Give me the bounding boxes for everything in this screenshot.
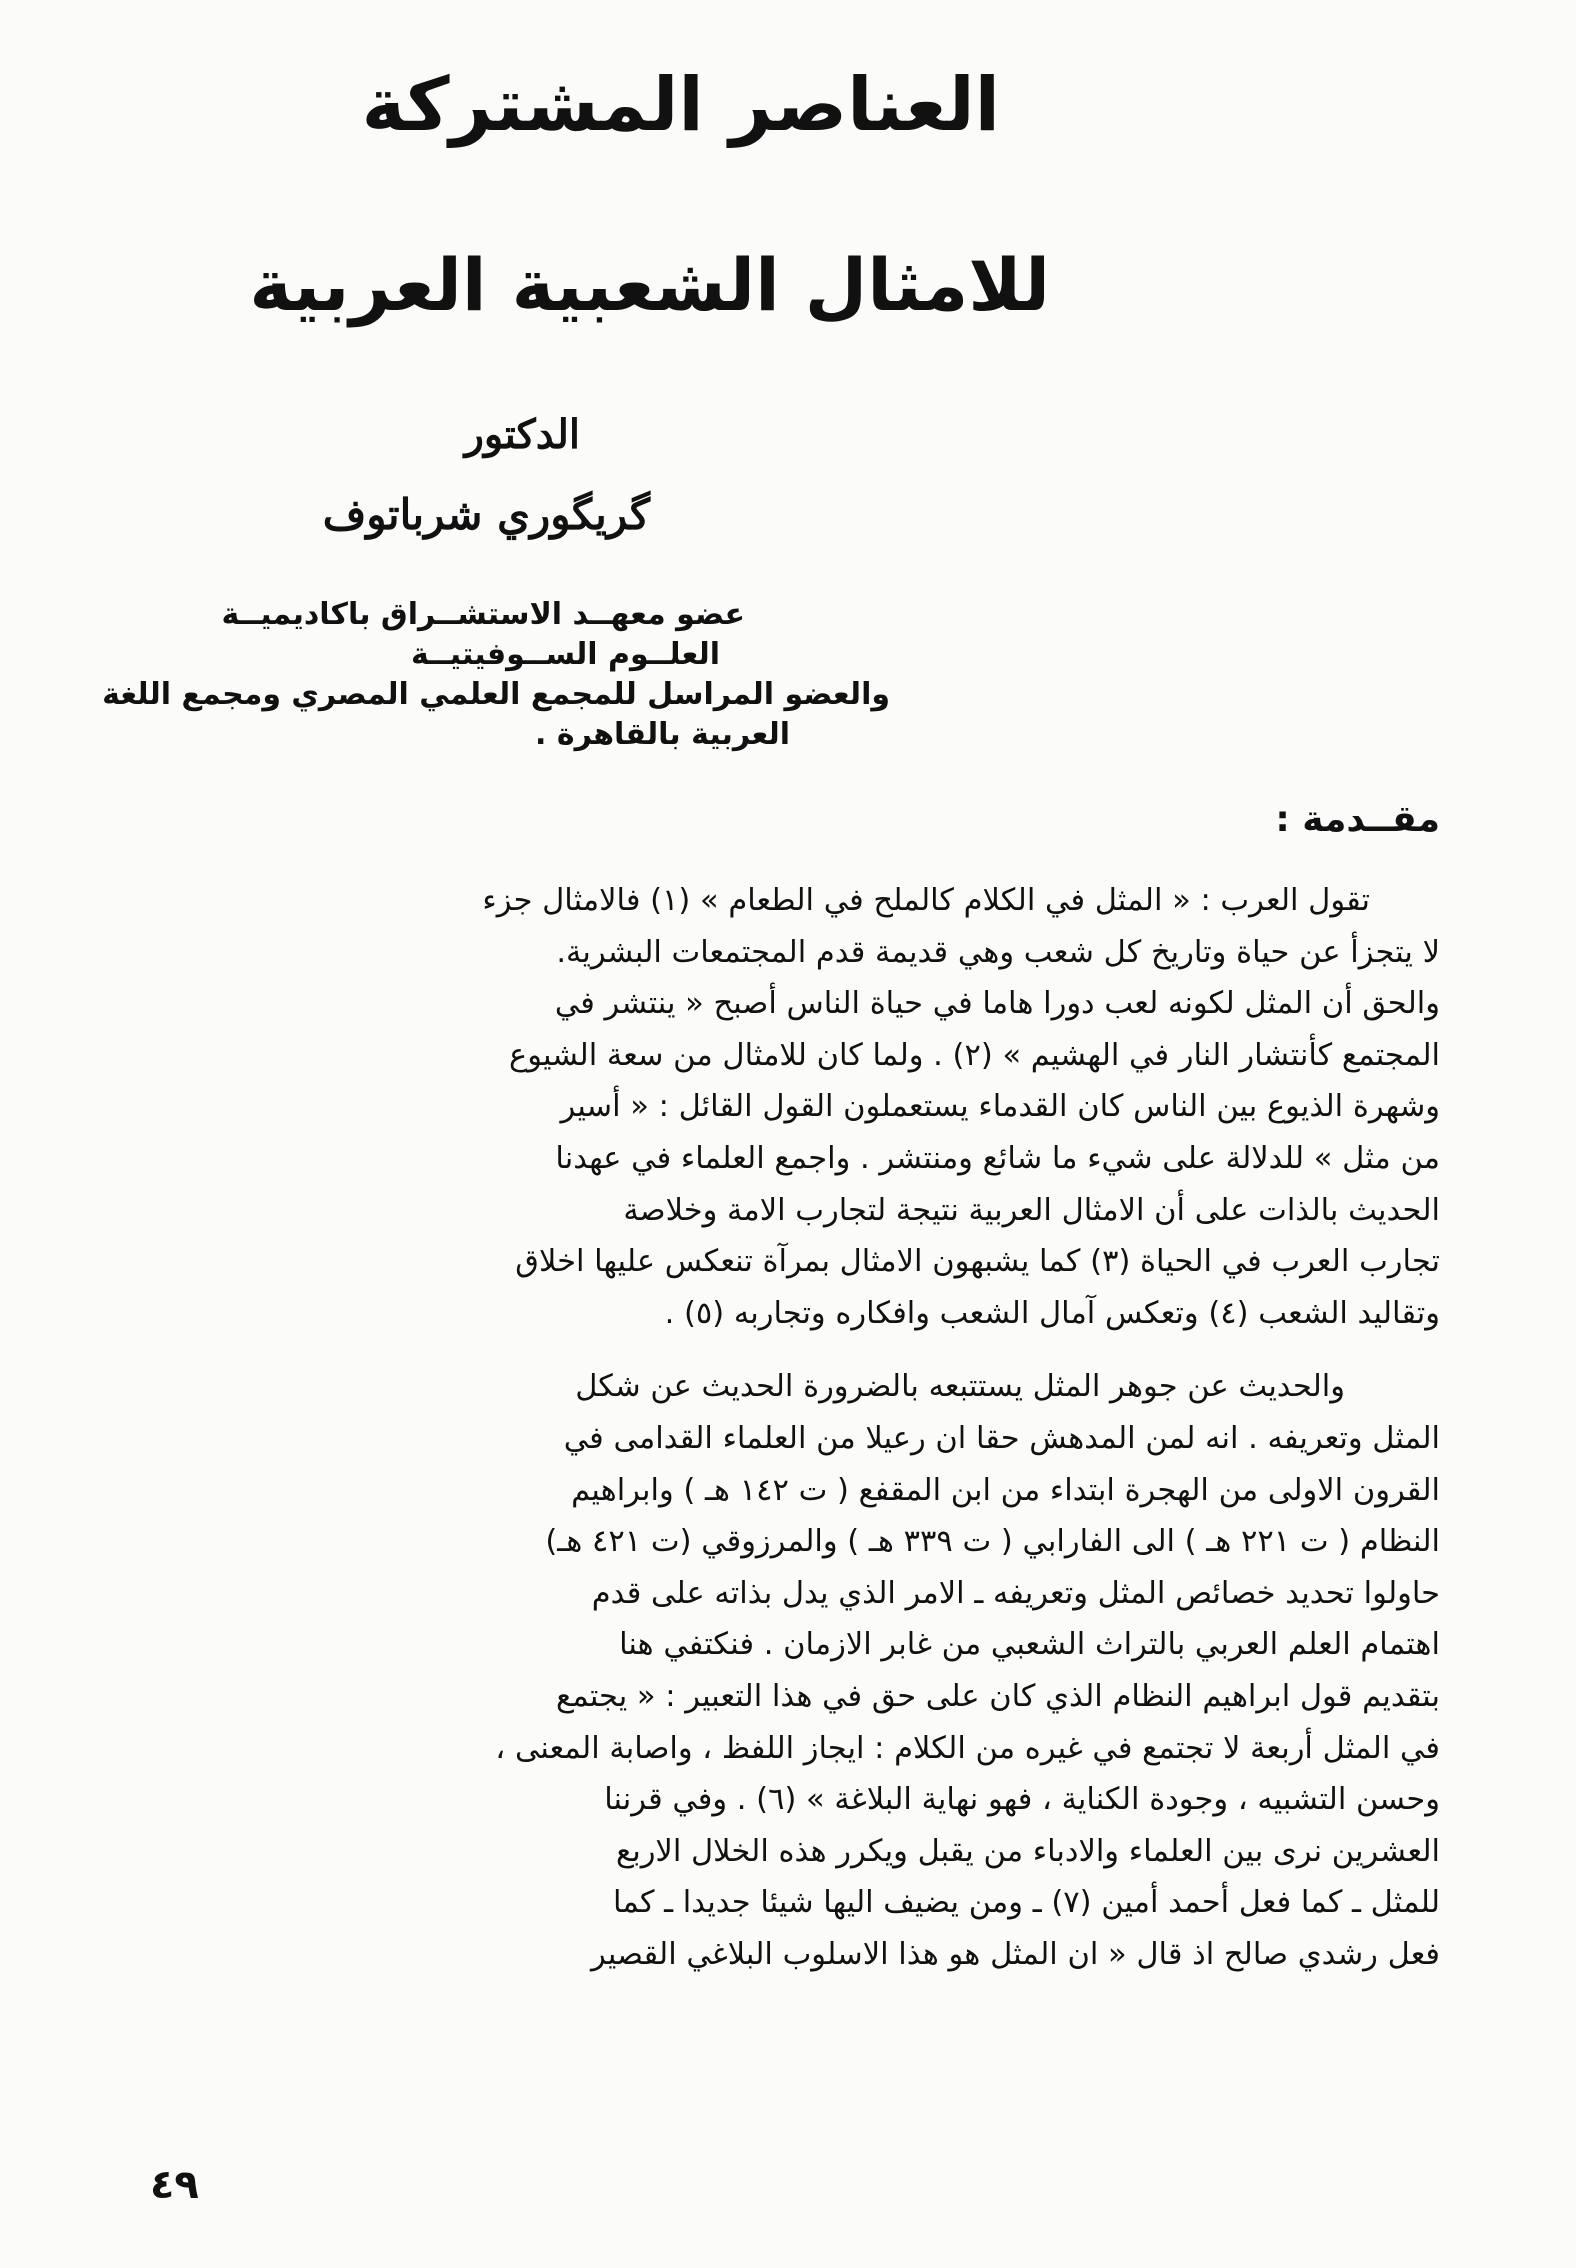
page-title: العناصر المشتركة <box>361 62 1000 148</box>
text-line: اهتمام العلم العربي بالتراث الشعبي من غابر الازمان . فنكتفي هنا <box>619 1627 1440 1663</box>
text-line: الحديث بالذات على أن الامثال العربية نتيجة لتجارب الامة وخلاصة <box>623 1192 1440 1228</box>
affiliation-line: العلــوم الســوفيتيــة <box>411 637 720 672</box>
affiliation-line: عضو معهــد الاستشــراق باكاديميــة <box>221 597 745 632</box>
text-line: لا يتجزأ عن حياة وتاريخ كل شعب وهي قديمة قدم المجتمعات البشرية. <box>556 934 1440 970</box>
author-name: گريگوري شرباتوف <box>322 490 650 539</box>
section-heading: مقــدمة : <box>1275 799 1440 840</box>
page-subtitle: للامثال الشعبية العربية <box>249 243 1050 327</box>
author-affiliation <box>102 595 890 755</box>
text-line: للمثل ـ كما فعل أحمد أمين (٧) ـ ومن يضيف اليها شيئا جديدا ـ كما <box>613 1885 1440 1921</box>
text-line: القرون الاولى من الهجرة ابتداء من ابن المقفع ( ت ١٤٢ هـ ) وابراهيم <box>571 1472 1440 1508</box>
paragraph-2 <box>140 1361 1440 1980</box>
affiliation-line: العربية بالقاهرة . <box>535 717 790 752</box>
text-line: المثل وتعريفه . انه لمن المدهش حقا ان رعيلا من العلماء القدامى في <box>563 1420 1440 1456</box>
author-title: الدكتور <box>464 411 580 458</box>
affiliation-line: والعضو المراسل للمجمع العلمي المصري ومجمع اللغة <box>102 677 890 712</box>
text-line: بتقديم قول ابراهيم النظام الذي كان على حق في هذا التعبير : « يجتمع <box>555 1678 1440 1714</box>
text-line: حاولوا تحديد خصائص المثل وتعريفه ـ الامر الذي يدل بذاته على قدم <box>591 1575 1440 1611</box>
text-line: تقول العرب : « المثل في الكلام كالملح في الطعام » (١) فالامثال جزء <box>482 883 1370 918</box>
text-line: والحق أن المثل لكونه لعب دورا هاما في حياة الناس أصبح « ينتشر في <box>554 986 1440 1022</box>
text-line: والحديث عن جوهر المثل يستتبعه بالضرورة الحديث عن شكل <box>575 1369 1345 1405</box>
paragraph-1 <box>140 875 1440 1339</box>
text-line: المجتمع كأنتشار النار في الهشيم » (٢) . ولما كان للامثال من سعة الشيوع <box>509 1037 1440 1073</box>
page-number: ٤٩ <box>150 2162 199 2208</box>
text-line: وشهرة الذيوع بين الناس كان القدماء يستعملون القول القائل : « أسير <box>560 1089 1440 1125</box>
text-line: في المثل أربعة لا تجتمع في غيره من الكلام : ايجاز اللفظ ، واصابة المعنى ، <box>495 1730 1440 1766</box>
text-line: وحسن التشبيه ، وجودة الكناية ، فهو نهاية البلاغة » (٦) . وفي قرننا <box>604 1782 1440 1818</box>
text-line: العشرين نرى بين العلماء والادباء من يقبل ويكرر هذه الخلال الاربع <box>615 1833 1440 1869</box>
text-line: فعل رشدي صالح اذ قال « ان المثل هو هذا الاسلوب البلاغي القصير <box>590 1936 1440 1972</box>
body-text <box>140 875 1440 1980</box>
text-line: النظام ( ت ٢٢١ هـ ) الى الفارابي ( ت ٣٣٩ هـ ) والمرزوقي (ت ٤٢١ هـ) <box>545 1524 1440 1560</box>
text-line: تجارب العرب في الحياة (٣) كما يشبهون الامثال بمرآة تنعكس عليها اخلاق <box>515 1244 1440 1280</box>
text-line: وتقاليد الشعب (٤) وتعكس آمال الشعب وافكاره وتجاربه (٥) . <box>664 1295 1440 1331</box>
text-line: من مثل » للدلالة على شيء ما شائع ومنتشر . واجمع العلماء في عهدنا <box>555 1140 1440 1176</box>
